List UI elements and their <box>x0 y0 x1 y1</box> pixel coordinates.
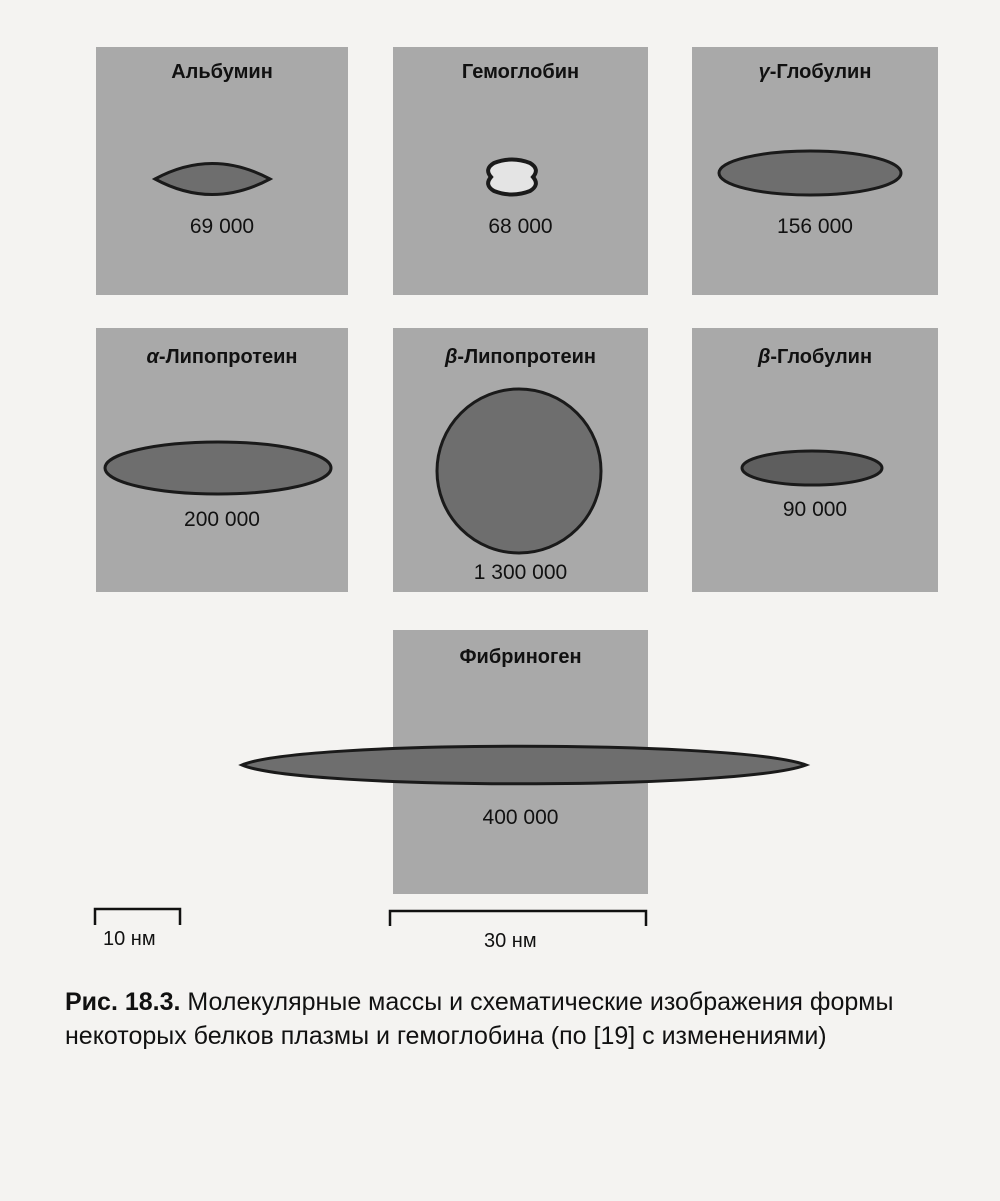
label-fibrinogen: Фибриноген <box>459 646 582 668</box>
mass-alpha-lipoprotein: 200 000 <box>184 508 260 531</box>
scale-bar-10nm <box>95 909 180 925</box>
mass-beta-lipoprotein: 1 300 000 <box>473 561 568 584</box>
shape-fibrinogen <box>242 746 806 784</box>
label-albumin: Альбумин <box>171 61 273 83</box>
label-hemoglobin: Гемоглобин <box>461 61 580 83</box>
mass-hemoglobin: 68 000 <box>488 215 553 238</box>
shape-hemoglobin <box>488 160 536 195</box>
scale-bar-30nm <box>390 911 646 926</box>
caption-prefix: Рис. 18.3. <box>65 988 181 1016</box>
shape-beta-lipoprotein <box>437 389 601 553</box>
scale-label-10nm: 10 нм <box>103 928 156 950</box>
shape-albumin <box>155 164 270 195</box>
mass-albumin: 69 000 <box>189 215 255 238</box>
label-beta-lipoprotein: β-Липопротеин <box>444 346 596 368</box>
label-gamma-globulin: γ-Глобулин <box>758 61 872 83</box>
shape-alpha-lipoprotein <box>105 442 331 494</box>
shape-gamma-globulin <box>719 151 901 195</box>
shape-beta-globulin <box>742 451 882 485</box>
label-alpha-lipoprotein: α-Липопротеин <box>146 346 298 368</box>
label-beta-globulin: β-Глобулин <box>757 346 873 368</box>
caption-text: Молекулярные массы и схематические изображения формы некоторых белков плазмы и гемоглобина (по [19] с изменениями) <box>65 988 894 1050</box>
mass-gamma-globulin: 156 000 <box>777 215 853 238</box>
scale-label-30nm: 30 нм <box>484 930 537 952</box>
mass-beta-globulin: 90 000 <box>782 498 848 521</box>
mass-fibrinogen: 400 000 <box>482 806 559 829</box>
figure-caption <box>65 985 965 1053</box>
